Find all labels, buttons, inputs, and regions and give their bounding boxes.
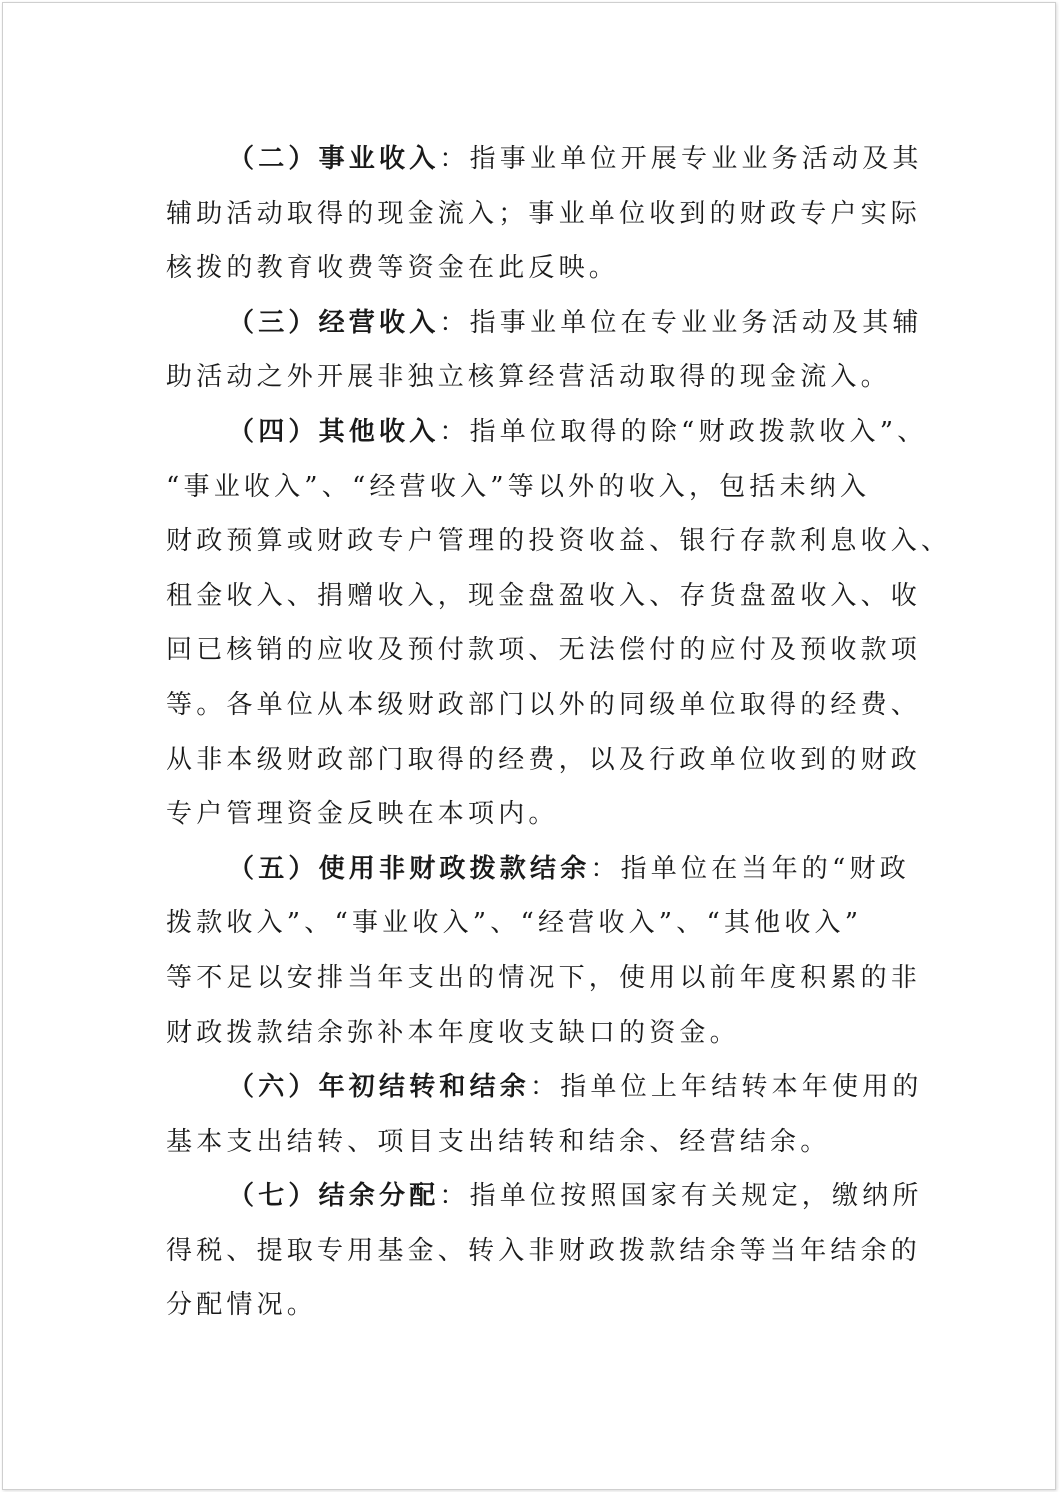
paragraph-text: ：指单位按照国家有关规定，缴纳所 xyxy=(439,1181,923,1212)
paragraph-text: 等。各单位从本级财政部门以外的同级单位取得的经费、 xyxy=(166,689,922,720)
paragraph-text: ：指事业单位在专业业务活动及其辅 xyxy=(439,307,923,338)
paragraph-opening-balance xyxy=(166,1060,923,1169)
section-heading: （七）结余分配 xyxy=(228,1181,440,1212)
paragraph-first-line xyxy=(166,405,928,460)
paragraph-text: 回已核销的应收及预付款项、无法偿付的应付及预收款项 xyxy=(166,635,922,666)
paragraph-text: 租金收入、捐赠收入，现金盘盈收入、存货盘盈收入、收 xyxy=(166,580,922,611)
paragraph-text: ：指单位在当年的“财政 xyxy=(590,853,910,884)
paragraph-business-income xyxy=(166,132,923,296)
paragraph-text: 等不足以安排当年支出的情况下，使用以前年度积累的非 xyxy=(166,962,922,993)
paragraph-other-income xyxy=(166,405,952,842)
paragraph-text: 基本支出结转、项目支出结转和结余、经营结余。 xyxy=(166,1126,831,1157)
paragraph-text: 分配情况。 xyxy=(166,1290,318,1321)
paragraph-first-line xyxy=(166,1169,923,1224)
paragraph-non-fiscal-balance xyxy=(166,842,922,1060)
section-heading: （五）使用非财政拨款结余 xyxy=(228,853,591,884)
paragraph-text: 得税、提取专用基金、转入非财政拨款结余等当年结余的 xyxy=(166,1235,922,1266)
paragraph-text: “事业收入”、“经营收入”等以外的收入，包括未纳入 xyxy=(166,471,871,502)
paragraph-first-line xyxy=(166,132,923,187)
paragraph-first-line xyxy=(166,842,918,897)
paragraph-operating-income xyxy=(166,296,923,405)
paragraph-text: 助活动之外开展非独立核算经营活动取得的现金流入。 xyxy=(166,362,891,393)
paragraph-balance-distribution xyxy=(166,1169,923,1333)
paragraph-text: 辅助活动取得的现金流入；事业单位收到的财政专户实际 xyxy=(166,198,922,229)
paragraph-text: 核拨的教育收费等资金在此反映。 xyxy=(166,253,620,284)
document-body xyxy=(166,132,952,1333)
section-heading: （四）其他收入 xyxy=(228,416,440,447)
paragraph-text: 拨款收入”、“事业收入”、“经营收入”、“其他收入” xyxy=(166,908,863,939)
paragraph-text: 财政拨款结余弥补本年度收支缺口的资金。 xyxy=(166,1017,740,1048)
paragraph-text: ：指单位上年结转本年使用的 xyxy=(530,1072,923,1103)
section-heading: （二）事业收入 xyxy=(228,144,440,174)
section-heading: （六）年初结转和结余 xyxy=(228,1072,531,1103)
paragraph-first-line xyxy=(166,1060,923,1115)
section-heading: （三）经营收入 xyxy=(228,307,440,338)
paragraph-text: ：指事业单位开展专业业务活动及其 xyxy=(439,144,923,174)
paragraph-text: 专户管理资金反映在本项内。 xyxy=(166,799,559,830)
paragraph-first-line xyxy=(166,296,923,351)
paragraph-text: 从非本级财政部门取得的经费，以及行政单位收到的财政 xyxy=(166,744,922,775)
paragraph-text: ：指单位取得的除“财政拨款收入”、 xyxy=(439,416,928,447)
paragraph-text: 财政预算或财政专户管理的投资收益、银行存款利息收入、 xyxy=(166,526,952,557)
